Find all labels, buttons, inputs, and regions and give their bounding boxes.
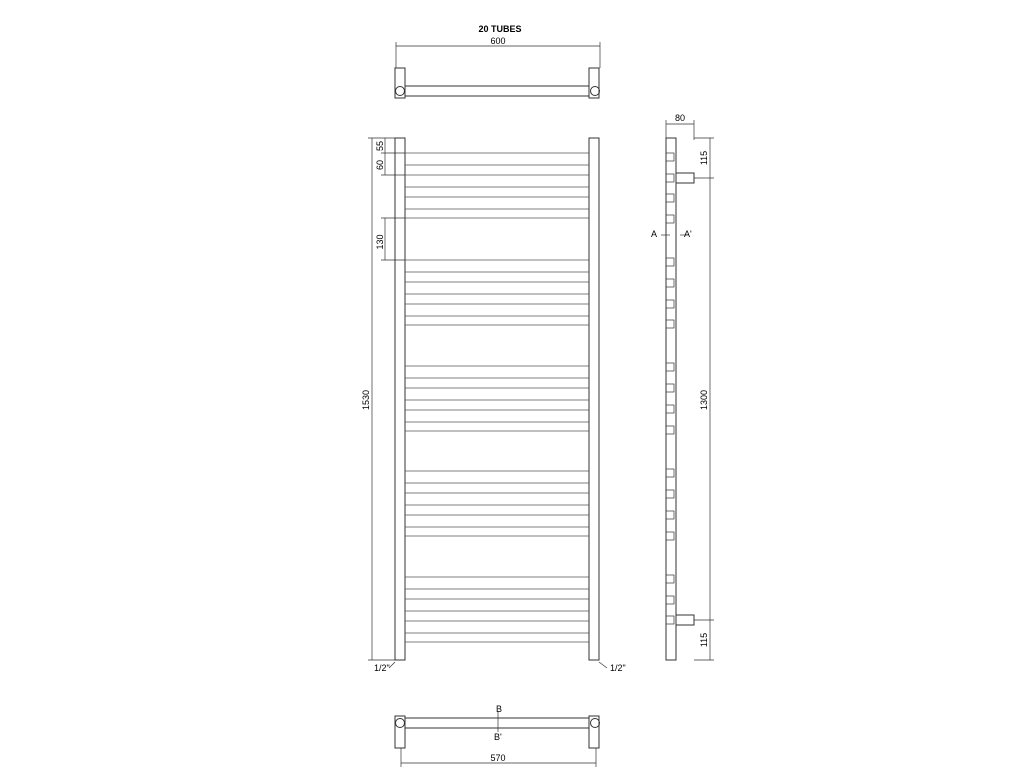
section-a-prime-label: A' [684, 229, 692, 239]
left-fitting-leader [389, 662, 395, 668]
side-tube-stub [666, 300, 674, 308]
bottom-view-right-pipe [591, 719, 600, 728]
side-depth-label: 80 [674, 113, 686, 123]
side-tube-stub [666, 469, 674, 477]
bottom-view [395, 704, 600, 767]
gap-label: 130 [375, 234, 385, 250]
total-height-label: 1530 [361, 389, 371, 411]
bottom-view-right-collector [589, 716, 599, 748]
bottom-width-label: 570 [490, 753, 506, 763]
side-bottom-bracket [676, 615, 694, 625]
side-tube-stub [666, 511, 674, 519]
side-tube-stub [666, 363, 674, 371]
side-height-label: 1300 [699, 389, 709, 411]
side-tube-stub [666, 279, 674, 287]
top-spacing-label: 55 [375, 140, 385, 152]
bottom-view-left-pipe [396, 719, 405, 728]
side-tube-stub [666, 320, 674, 328]
front-left-collector [395, 138, 405, 660]
top-width-label: 600 [490, 36, 506, 46]
right-fitting-label: 1/2" [610, 663, 626, 673]
side-tube-stub [666, 596, 674, 604]
side-tube-stub [666, 616, 674, 624]
side-tube-stub [666, 258, 674, 266]
side-tube-stub [666, 405, 674, 413]
top-view [395, 24, 600, 98]
side-tube-stub [666, 532, 674, 540]
right-fitting-leader [599, 662, 607, 668]
section-a-label: A [651, 229, 658, 239]
side-view [651, 113, 714, 660]
side-top-offset-label: 115 [699, 150, 709, 166]
side-tube-stub [666, 490, 674, 498]
left-fitting-label: 1/2" [374, 663, 390, 673]
side-tube-stub [666, 215, 674, 223]
top-view-right-pipe [591, 87, 600, 96]
top-view-left-pipe [396, 87, 405, 96]
second-spacing-label: 60 [375, 159, 385, 171]
side-top-bracket [676, 173, 694, 183]
side-tube-stub [666, 174, 674, 182]
side-tube-stubs [666, 153, 674, 624]
top-view-right-collector [589, 68, 599, 98]
front-tubes [405, 153, 589, 642]
side-collector [666, 138, 676, 660]
side-bottom-offset-label: 115 [699, 632, 709, 648]
title-label: 20 TUBES [478, 24, 522, 34]
section-b-prime-label: B' [494, 732, 502, 742]
side-tube-stub [666, 384, 674, 392]
section-b-label: B [496, 704, 503, 714]
side-tube-stub [666, 575, 674, 583]
side-tube-stub [666, 426, 674, 434]
front-view [361, 138, 626, 673]
side-tube-stub [666, 194, 674, 202]
side-tube-stub [666, 153, 674, 161]
front-right-collector [589, 138, 599, 660]
